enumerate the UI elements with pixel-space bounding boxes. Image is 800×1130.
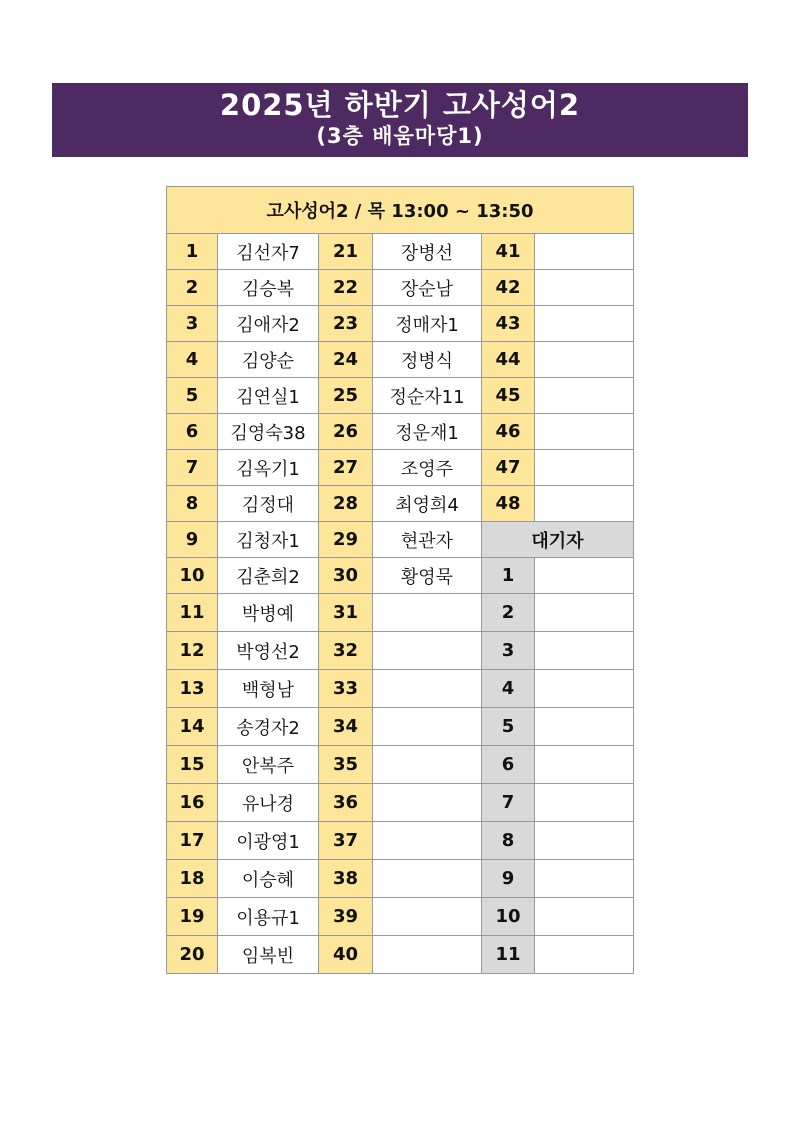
seat-number: 13 xyxy=(167,670,218,708)
student-name xyxy=(535,378,634,414)
waitlist-name xyxy=(535,936,634,974)
table-row xyxy=(167,860,634,898)
seat-number: 18 xyxy=(167,860,218,898)
waitlist-number: 1 xyxy=(482,558,535,594)
student-name: 김영숙38 xyxy=(218,414,319,450)
seat-number: 20 xyxy=(167,936,218,974)
student-name xyxy=(535,486,634,522)
student-name: 이용규1 xyxy=(218,898,319,936)
student-name: 안복주 xyxy=(218,746,319,784)
waitlist-name xyxy=(535,860,634,898)
student-name: 정운재1 xyxy=(373,414,482,450)
seat-number: 40 xyxy=(319,936,373,974)
table-row xyxy=(167,450,634,486)
waitlist-name xyxy=(535,746,634,784)
seat-number: 25 xyxy=(319,378,373,414)
seat-number: 11 xyxy=(167,594,218,632)
student-name: 이광영1 xyxy=(218,822,319,860)
student-name: 김연실1 xyxy=(218,378,319,414)
student-name xyxy=(373,708,482,746)
table-row xyxy=(167,486,634,522)
seat-number: 15 xyxy=(167,746,218,784)
seat-number: 27 xyxy=(319,450,373,486)
seat-number: 48 xyxy=(482,486,535,522)
waitlist-number: 9 xyxy=(482,860,535,898)
seat-number: 35 xyxy=(319,746,373,784)
seat-number: 36 xyxy=(319,784,373,822)
student-name: 유나경 xyxy=(218,784,319,822)
seat-number: 1 xyxy=(167,234,218,270)
student-name xyxy=(373,632,482,670)
student-name xyxy=(373,746,482,784)
waitlist-name xyxy=(535,784,634,822)
student-name xyxy=(535,270,634,306)
student-name xyxy=(535,414,634,450)
waitlist-name xyxy=(535,558,634,594)
seat-number: 3 xyxy=(167,306,218,342)
waitlist-number: 5 xyxy=(482,708,535,746)
table-row xyxy=(167,670,634,708)
table-row xyxy=(167,898,634,936)
student-name: 현관자 xyxy=(373,522,482,558)
student-name xyxy=(373,670,482,708)
seat-number: 32 xyxy=(319,632,373,670)
seat-number: 10 xyxy=(167,558,218,594)
seat-number: 19 xyxy=(167,898,218,936)
student-name: 최영희4 xyxy=(373,486,482,522)
waitlist-header: 대기자 xyxy=(482,522,634,558)
student-name: 박병예 xyxy=(218,594,319,632)
seat-number: 47 xyxy=(482,450,535,486)
student-name: 백형남 xyxy=(218,670,319,708)
table-row xyxy=(167,746,634,784)
table-row xyxy=(167,378,634,414)
table-row xyxy=(167,270,634,306)
student-name: 김춘희2 xyxy=(218,558,319,594)
seat-number: 38 xyxy=(319,860,373,898)
student-name xyxy=(373,594,482,632)
student-name: 김청자1 xyxy=(218,522,319,558)
table-row xyxy=(167,234,634,270)
student-name: 김정대 xyxy=(218,486,319,522)
student-name: 정매자1 xyxy=(373,306,482,342)
page-header xyxy=(52,83,748,157)
seat-number: 43 xyxy=(482,306,535,342)
seat-number: 41 xyxy=(482,234,535,270)
seat-number: 17 xyxy=(167,822,218,860)
table-row xyxy=(167,936,634,974)
student-name: 정병식 xyxy=(373,342,482,378)
seat-number: 8 xyxy=(167,486,218,522)
session-info: 고사성어2 / 목 13:00 ~ 13:50 xyxy=(167,187,634,234)
student-name: 박영선2 xyxy=(218,632,319,670)
student-name: 김애자2 xyxy=(218,306,319,342)
seat-number: 29 xyxy=(319,522,373,558)
table-row xyxy=(167,522,634,558)
student-name: 조영주 xyxy=(373,450,482,486)
student-name: 김승복 xyxy=(218,270,319,306)
seat-number: 7 xyxy=(167,450,218,486)
student-name: 장병선 xyxy=(373,234,482,270)
seat-number: 6 xyxy=(167,414,218,450)
table-row xyxy=(167,784,634,822)
seat-number: 34 xyxy=(319,708,373,746)
page-subtitle: (3층 배움마당1) xyxy=(316,124,484,148)
waitlist-number: 8 xyxy=(482,822,535,860)
seat-number: 14 xyxy=(167,708,218,746)
table-row xyxy=(167,822,634,860)
student-name: 이승혜 xyxy=(218,860,319,898)
waitlist-name xyxy=(535,632,634,670)
student-name xyxy=(535,234,634,270)
seat-number: 39 xyxy=(319,898,373,936)
student-name: 김옥기1 xyxy=(218,450,319,486)
seat-number: 24 xyxy=(319,342,373,378)
seat-number: 28 xyxy=(319,486,373,522)
student-name: 정순자11 xyxy=(373,378,482,414)
seat-number: 30 xyxy=(319,558,373,594)
seat-number: 9 xyxy=(167,522,218,558)
student-name: 김선자7 xyxy=(218,234,319,270)
waitlist-number: 4 xyxy=(482,670,535,708)
table-row xyxy=(167,632,634,670)
seat-number: 16 xyxy=(167,784,218,822)
student-name xyxy=(535,342,634,378)
student-name xyxy=(373,860,482,898)
seat-number: 33 xyxy=(319,670,373,708)
student-name xyxy=(535,450,634,486)
student-name xyxy=(373,822,482,860)
waitlist-number: 6 xyxy=(482,746,535,784)
waitlist-number: 7 xyxy=(482,784,535,822)
student-name xyxy=(373,936,482,974)
waitlist-name xyxy=(535,594,634,632)
waitlist-number: 2 xyxy=(482,594,535,632)
table-row xyxy=(167,708,634,746)
waitlist-name xyxy=(535,708,634,746)
student-name: 장순남 xyxy=(373,270,482,306)
seat-number: 21 xyxy=(319,234,373,270)
table-row xyxy=(167,558,634,594)
table-row xyxy=(167,414,634,450)
waitlist-number: 11 xyxy=(482,936,535,974)
seat-number: 5 xyxy=(167,378,218,414)
page-title: 2025년 하반기 고사성어2 xyxy=(219,88,581,122)
roster-table xyxy=(166,186,634,974)
seat-number: 2 xyxy=(167,270,218,306)
seat-number: 44 xyxy=(482,342,535,378)
seat-number: 12 xyxy=(167,632,218,670)
student-name: 황영묵 xyxy=(373,558,482,594)
seat-number: 22 xyxy=(319,270,373,306)
seat-number: 37 xyxy=(319,822,373,860)
waitlist-name xyxy=(535,670,634,708)
seat-number: 46 xyxy=(482,414,535,450)
student-name xyxy=(535,306,634,342)
seat-number: 45 xyxy=(482,378,535,414)
waitlist-name xyxy=(535,898,634,936)
seat-number: 26 xyxy=(319,414,373,450)
waitlist-name xyxy=(535,822,634,860)
waitlist-number: 3 xyxy=(482,632,535,670)
student-name xyxy=(373,784,482,822)
seat-number: 23 xyxy=(319,306,373,342)
seat-number: 4 xyxy=(167,342,218,378)
student-name: 김양순 xyxy=(218,342,319,378)
seat-number: 42 xyxy=(482,270,535,306)
table-row xyxy=(167,342,634,378)
student-name: 임복빈 xyxy=(218,936,319,974)
waitlist-number: 10 xyxy=(482,898,535,936)
table-row xyxy=(167,594,634,632)
student-name: 송경자2 xyxy=(218,708,319,746)
seat-number: 31 xyxy=(319,594,373,632)
table-row xyxy=(167,306,634,342)
student-name xyxy=(373,898,482,936)
